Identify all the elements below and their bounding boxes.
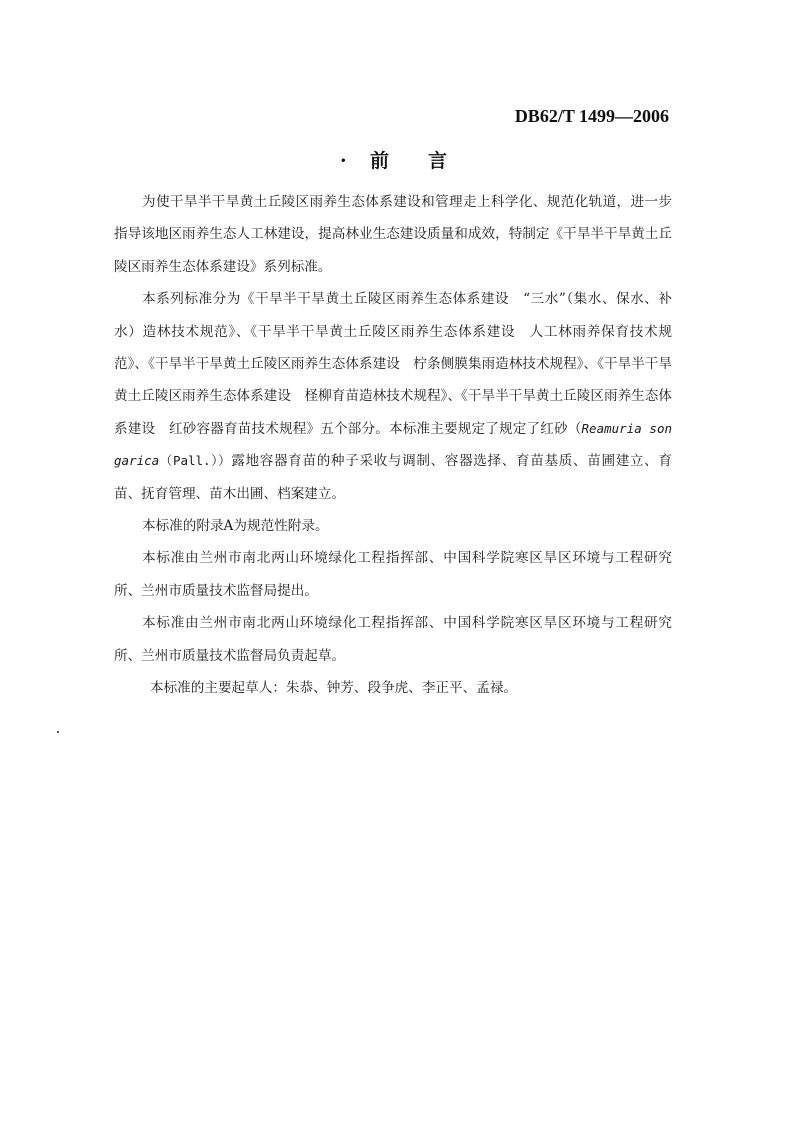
species-name: Reamuria songarica <box>114 420 672 469</box>
series-text-after: 露地容器育苗的种子采收与调制、容器选择、育苗基质、苗圃建立、育苗、抚育管理、苗木出圃、档案建立。 <box>114 453 672 502</box>
title-char-2: 言 <box>428 150 448 172</box>
page-title <box>340 146 447 173</box>
paragraph-purpose: 为使干旱半干旱黄土丘陵区雨养生态体系建设和管理走上科学化、规范化轨道，进一步指导该地区雨养生态人工林建设，提高林业生态建设质量和成效，特制定《干旱半干旱黄土丘陵区雨养生态体系建设》系列标准。 <box>114 194 672 275</box>
species-author: （Pall.）） <box>159 453 232 469</box>
title-dot: · <box>340 150 347 172</box>
paragraph-series <box>114 283 672 510</box>
standard-code: DB62/T 1499—2006 <box>514 106 669 126</box>
paragraph-proposer: 本标准由兰州市南北两山环境绿化工程指挥部、中国科学院寒区旱区环境与工程研究所、兰州市质量技术监督局提出。 <box>114 550 672 599</box>
foreword-body <box>114 186 672 705</box>
scan-speck <box>57 731 59 733</box>
paragraph-drafting-org: 本标准由兰州市南北两山环境绿化工程指挥部、中国科学院寒区旱区环境与工程研究所、兰州市质量技术监督局负责起草。 <box>114 615 672 664</box>
title-char-1: 前 <box>370 150 390 172</box>
series-text-before: 本系列标准分为《干旱半干旱黄土丘陵区雨养生态体系建设 “三水”（集水、保水、补水）造林技术规范》、《干旱半干旱黄土丘陵区雨养生态体系建设 人工林雨养保育技术规范》、《干旱半干旱黄土丘陵区雨养生态体系建设 柠条侧膜集雨造林技术规程》、《干旱半干旱黄土丘陵区雨养生态体系建设 柽柳育苗造林技术规程》、《干旱半干旱黄土丘陵区雨养生态体系建设 红砂容器育苗技术规程》五个部分。本标准主要规定了规定了红砂（ <box>114 291 672 437</box>
paragraph-drafters: 本标准的主要起草人：朱恭、钟芳、段争虎、李正平、孟禄。 <box>150 680 518 697</box>
paragraph-appendix: 本标准的附录A为规范性附录。 <box>142 518 329 535</box>
